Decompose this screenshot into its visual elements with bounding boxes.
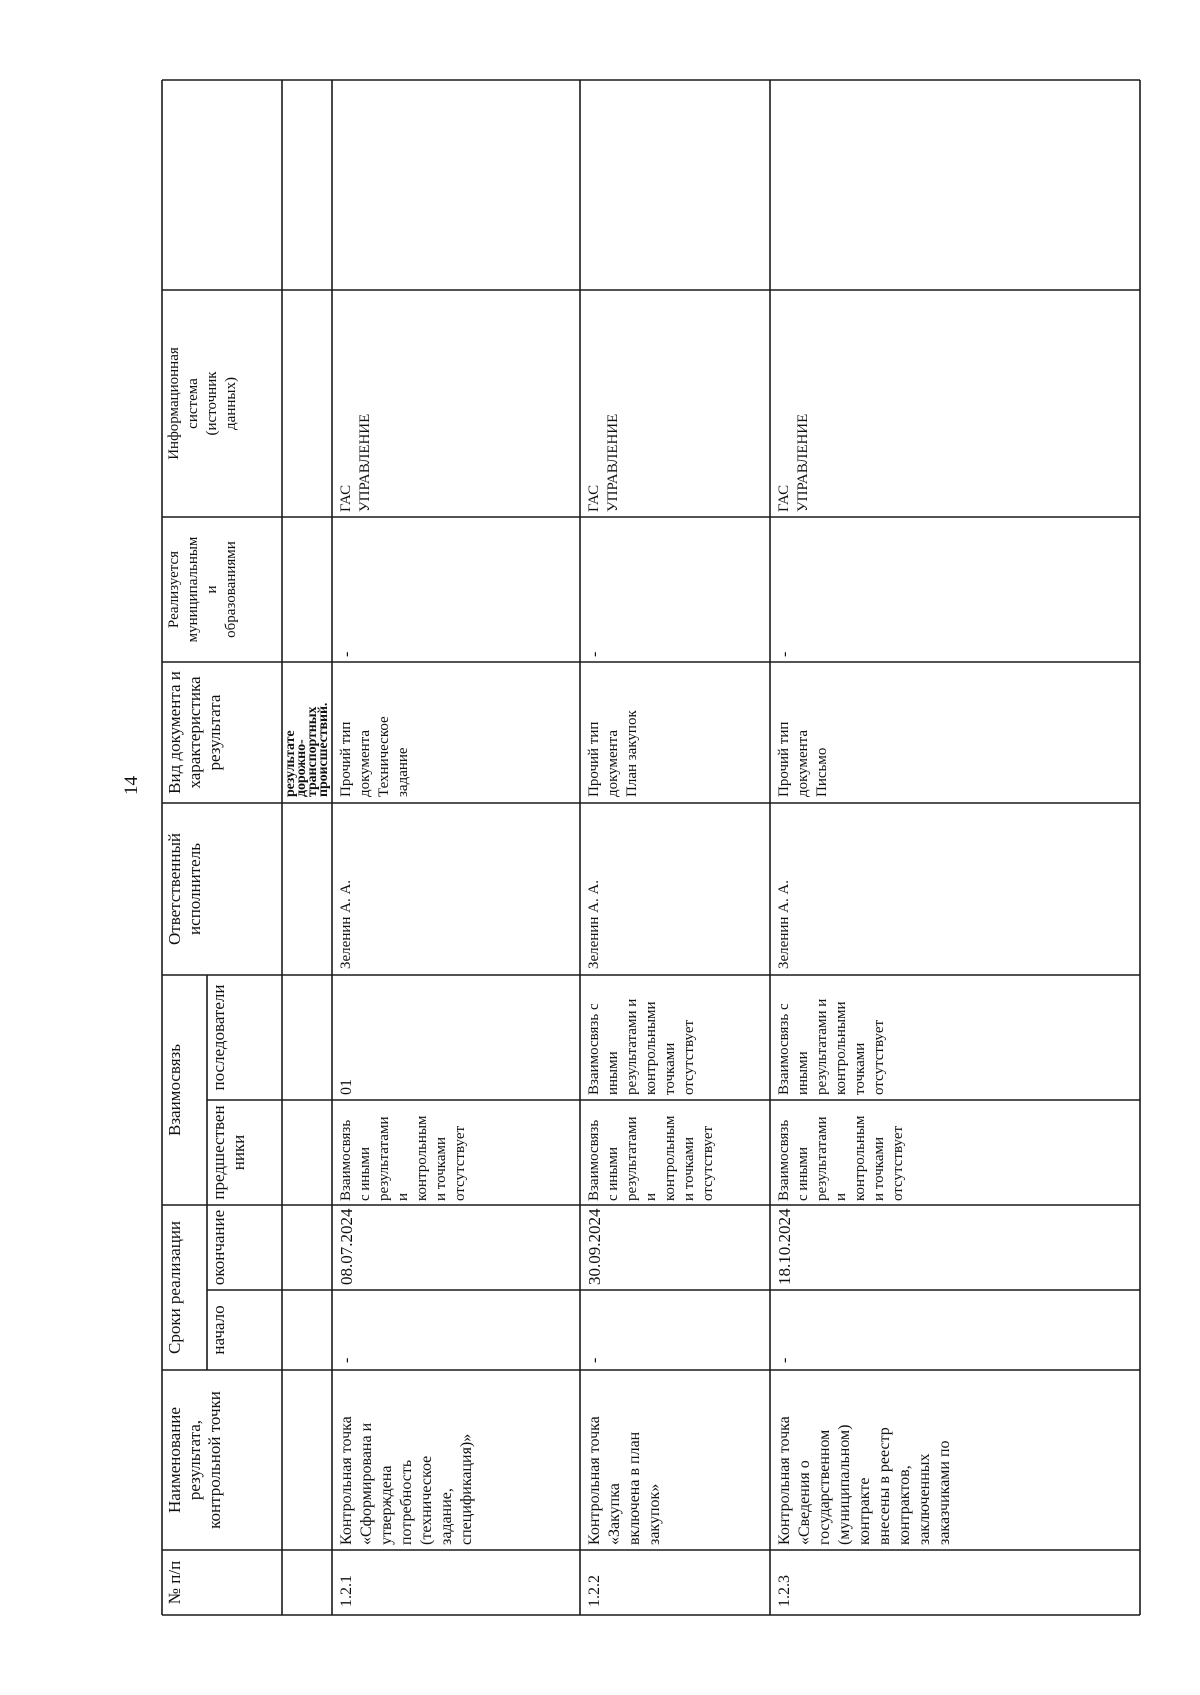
row-3-end: 18.10.2024: [775, 1208, 794, 1285]
row-3-responsible: Зеленин А. А.: [776, 879, 792, 969]
row-1-municipal: -: [338, 651, 355, 657]
header-predecessors: предшествен ники: [209, 1105, 248, 1200]
header-name: Наименование результата, контрольной точки: [165, 1391, 224, 1529]
row-3-info-system: ГАС УПРАВЛЕНИЕ: [776, 413, 811, 512]
row-1-name: Контрольная точка «Сформирована и утверждена потребность (техническое задание, спецификация)»: [338, 1416, 475, 1545]
header-num: № п/п: [165, 1560, 184, 1605]
row-3-start: -: [776, 1357, 793, 1363]
row-1-predecessors: Взаимосвязь с иными результатами и контрольным и точками отсутствует: [338, 1115, 468, 1201]
header-info-system: Информационная система (источник данных): [166, 347, 239, 460]
row-1-doc-type: Прочий тип документа Техническое задание: [338, 716, 411, 797]
header-end: окончание: [209, 1209, 228, 1286]
row-3-successors: Взаимосвязь с иными результатами и контрольными точками отсутствует: [776, 998, 887, 1095]
row-2-end: 30.09.2024: [585, 1208, 604, 1285]
rotated-document-page: [105, 80, 1145, 1615]
row-2-start: -: [586, 1357, 603, 1363]
row-3-name: Контрольная точка «Сведения о государственном (муниципальном) контракте внесены в реестр контрактов, заключенных заказчиками по: [776, 1416, 953, 1545]
header-timeline: Сроки реализации: [165, 1220, 184, 1355]
header-start: начало: [209, 1305, 228, 1355]
row-1-num: 1.2.1: [338, 1575, 355, 1607]
row-3-predecessors: Взаимосвязь с иными результатами и контрольным и точками отсутствует: [776, 1115, 906, 1201]
row-3-doc-type: Прочий тип документа Письмо: [776, 721, 830, 797]
continuation-doc-type: результате дорожно- транспортных происшествий.: [283, 702, 331, 797]
row-2-predecessors: Взаимосвязь с иными результатами и контрольным и точками отсутствует: [586, 1115, 716, 1201]
row-2-municipal: -: [586, 651, 603, 657]
row-2-info-system: ГАС УПРАВЛЕНИЕ: [586, 413, 621, 512]
row-3-municipal: -: [776, 651, 793, 657]
row-2-doc-type: Прочий тип документа План закупок: [586, 710, 640, 797]
header-municipal: Реализуется муниципальным и образованиями: [166, 536, 239, 643]
row-2-num: 1.2.2: [586, 1575, 603, 1607]
row-1-info-system: ГАС УПРАВЛЕНИЕ: [338, 413, 373, 512]
row-1-responsible: Зеленин А. А.: [338, 879, 354, 969]
row-2-name: Контрольная точка «Закупка включена в план закупок»: [586, 1416, 663, 1545]
header-link: Взаимосвязь: [165, 1044, 184, 1137]
row-1-successors: 01: [338, 1079, 355, 1095]
row-2-successors: Взаимосвязь с иными результатами и контрольными точками отсутствует: [586, 998, 697, 1095]
header-successors: последователи: [209, 984, 228, 1091]
page-number: 14: [121, 776, 142, 795]
header-doc-type: Вид документа и характеристика результата: [165, 671, 224, 794]
row-2-responsible: Зеленин А. А.: [586, 879, 602, 969]
row-3-num: 1.2.3: [776, 1575, 793, 1607]
header-responsible: Ответственный исполнитель: [165, 833, 204, 945]
row-1-end: 08.07.2024: [337, 1208, 356, 1285]
row-1-start: -: [338, 1357, 355, 1363]
